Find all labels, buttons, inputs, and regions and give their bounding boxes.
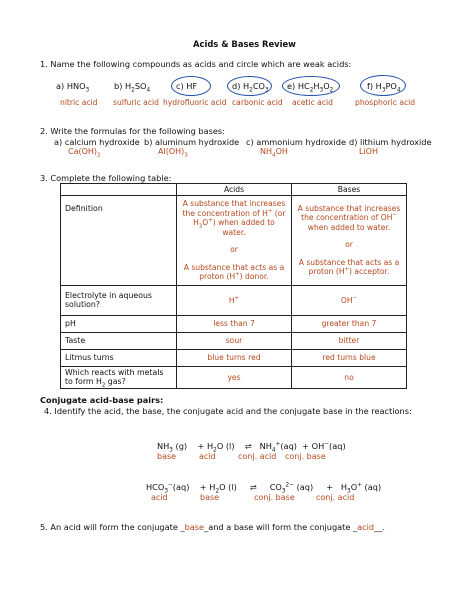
q5-sentence bbox=[40, 522, 385, 532]
weak-acid-circle-d bbox=[227, 76, 272, 96]
electrolyte-base: OH− bbox=[292, 285, 407, 315]
acid-definition-1: A substance that increases the concentration of H+ (or $H_3O^+$) when added to water. bbox=[182, 199, 286, 237]
table-row-electrolyte bbox=[61, 285, 407, 315]
q1-answer-c: hydrofluoric acid bbox=[163, 98, 227, 107]
acid-definition-2: A substance that acts as a proton (H+) donor. bbox=[183, 262, 285, 281]
litmus-label: Litmus turns bbox=[61, 349, 177, 366]
reaction-2: $HCO_3^-(aq)$ + $H_2O$ (l) ⇌ $CO_3^{2-}$ (aq) + $H_3O^+$ (aq) bbox=[146, 482, 382, 495]
table-row-litmus bbox=[61, 349, 407, 366]
q5-blank-2: acid bbox=[357, 522, 375, 532]
table-header-row bbox=[61, 184, 407, 196]
definition-label: Definition bbox=[61, 196, 177, 286]
taste-label: Taste bbox=[61, 332, 177, 349]
header-bases: Bases bbox=[292, 184, 407, 196]
ph-label: pH bbox=[61, 315, 177, 332]
q2-name-a: a) calcium hydroxide bbox=[54, 137, 140, 147]
q1-formula-a: a) $HNO_3$ bbox=[56, 81, 90, 94]
q1-formula-b: b) $H_2SO_4$ bbox=[114, 81, 151, 94]
header-blank bbox=[61, 184, 177, 196]
q3-prompt: 3. Complete the following table: bbox=[40, 173, 172, 183]
q1-formula-d: d) $H_2CO_3$ bbox=[232, 81, 269, 94]
base-definition-or: or bbox=[345, 240, 353, 250]
q5-part-3: __. bbox=[374, 522, 385, 532]
taste-acid: sour bbox=[177, 332, 292, 349]
acid-definition-or: or bbox=[230, 245, 238, 254]
q5-part-1: 5. An acid will form the conjugate _ bbox=[40, 522, 185, 532]
reaction-1: $NH_3$ (g) + $H_2O$ (l) ⇌ $NH_4^+(aq) + OH^-(aq)$ bbox=[157, 441, 346, 454]
weak-acid-circle-e bbox=[282, 76, 340, 96]
q2-name-d: d) lithium hydroxide bbox=[349, 137, 432, 147]
base-definition-2: A substance that acts as a proton (H+) acceptor. bbox=[298, 257, 400, 277]
q5-part-2: _and a base will form the conjugate _ bbox=[204, 522, 358, 532]
table-row-ph bbox=[61, 315, 407, 332]
r2-label-acid: acid bbox=[151, 493, 168, 502]
metals-acid: yes bbox=[177, 366, 292, 388]
q5-blank-1: base bbox=[184, 522, 205, 532]
electrolyte-label: Electrolyte in aqueous solution? bbox=[61, 285, 177, 315]
header-acids: Acids bbox=[177, 184, 292, 196]
r2-label-conj-base: conj. base bbox=[254, 493, 295, 502]
litmus-acid: blue turns red bbox=[177, 349, 292, 366]
litmus-base: red turns blue bbox=[292, 349, 407, 366]
q1-formula-f: f) $H_3PO_4$ bbox=[367, 81, 401, 94]
r2-label-conj-acid: conj. acid bbox=[316, 493, 355, 502]
q2-answer-b: $Al(OH)_3$ bbox=[158, 147, 188, 159]
q1-answer-e: acetic acid bbox=[292, 98, 333, 107]
q2-prompt: 2. Write the formulas for the following bases: bbox=[40, 126, 225, 136]
table-row-taste bbox=[61, 332, 407, 349]
ph-acid: less than 7 bbox=[177, 315, 292, 332]
acid-definition bbox=[177, 196, 292, 286]
ph-base: greater than 7 bbox=[292, 315, 407, 332]
q1-prompt: 1. Name the following compounds as acids and circle which are weak acids: bbox=[40, 59, 352, 69]
q2-answer-d: LiOH bbox=[359, 147, 378, 156]
weak-acid-circle-c bbox=[171, 76, 211, 96]
properties-table bbox=[60, 183, 407, 389]
q1-formula-c: c) HF bbox=[176, 81, 198, 91]
weak-acid-circle-f bbox=[360, 75, 406, 96]
r1-label-base: base bbox=[157, 452, 177, 461]
q2-answer-c: $NH_4OH$ bbox=[260, 147, 288, 159]
q1-answer-a: nitric acid bbox=[60, 98, 98, 107]
q2-name-c: c) ammonium hydroxide bbox=[246, 137, 347, 147]
base-definition bbox=[292, 196, 407, 286]
q1-formula-e: e) $HC_2H_3O_2$ bbox=[287, 81, 334, 94]
q2-answer-a: $Ca(OH)_2$ bbox=[68, 147, 101, 159]
page-title: Acids & Bases Review bbox=[193, 39, 296, 49]
table-row-metals bbox=[61, 366, 407, 388]
conjugate-heading: Conjugate acid-base pairs: bbox=[40, 395, 164, 405]
metals-label: Which reacts with metals to form $H_2$ gas? bbox=[61, 366, 177, 388]
q1-answer-d: carbonic acid bbox=[232, 98, 283, 107]
base-definition-1: A substance that increases the concentration of OH− when added to water. bbox=[297, 203, 401, 232]
r1-label-conj-acid: conj. acid bbox=[238, 452, 277, 461]
electrolyte-acid: H+ bbox=[177, 285, 292, 315]
r2-label-base: base bbox=[200, 493, 220, 502]
q1-answer-f: phosphoric acid bbox=[355, 98, 416, 107]
metals-base: no bbox=[292, 366, 407, 388]
q2-name-b: b) aluminum hydroxide bbox=[144, 137, 240, 147]
r1-label-acid: acid bbox=[199, 452, 216, 461]
r1-label-conj-base: conj. base bbox=[285, 452, 326, 461]
q4-prompt: 4. Identify the acid, the base, the conjugate acid and the conjugate base in the reactions: bbox=[44, 406, 412, 416]
table-row-definition bbox=[61, 196, 407, 286]
taste-base: bitter bbox=[292, 332, 407, 349]
q1-answer-b: sulfuric acid bbox=[113, 98, 159, 107]
